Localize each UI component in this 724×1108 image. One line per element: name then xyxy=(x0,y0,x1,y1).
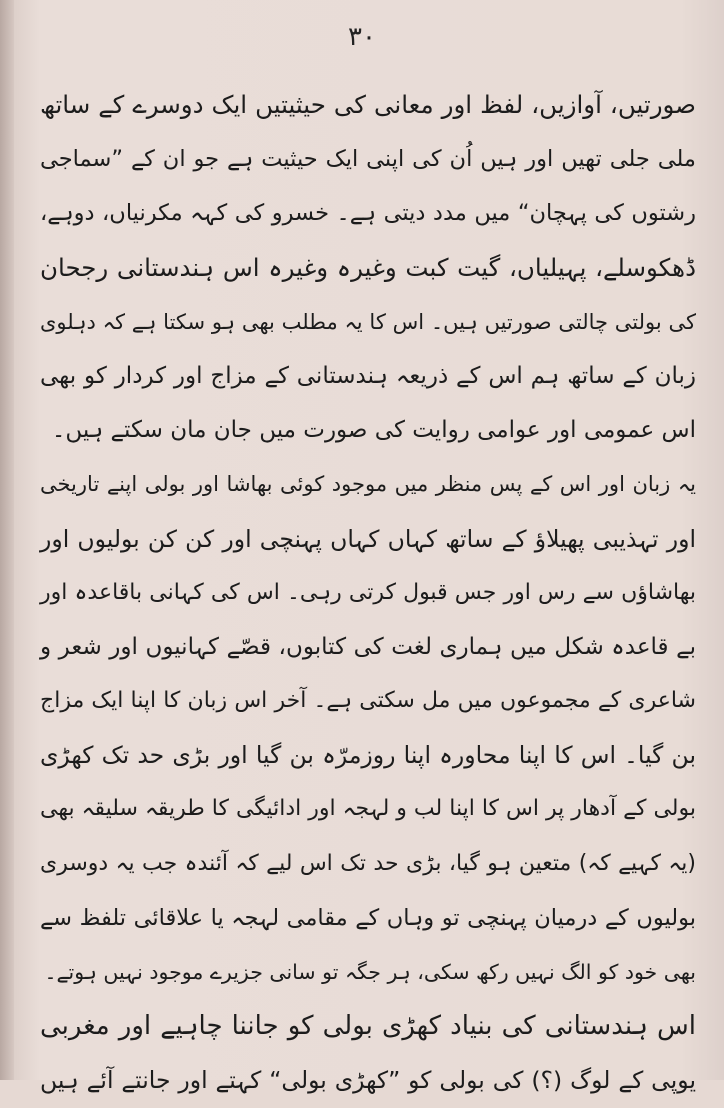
text-line: ڈھکوسلے، پہیلیاں، گیت کبت وغیرہ وغیرہ اس ہندستانی رجحان xyxy=(40,252,696,282)
page-body-text xyxy=(40,78,697,1095)
text-line: بھی خود کو الگ نہیں رکھ سکی، ہر جگہ تو سانی جزیرے موجود نہیں ہوتے۔ xyxy=(44,960,696,984)
text-line: زبان کے ساتھ ہم اس کے ذریعہ ہندستانی کے مزاج اور کردار کو بھی xyxy=(40,362,697,389)
text-line: کی بولتی چالتی صورتیں ہیں۔ اس کا یہ مطلب بھی ہو سکتا ہے کہ دہلوی xyxy=(40,309,696,334)
text-line: اس عمومی اور عوامی روایت کی صورت میں جان مان سکتے ہیں۔ xyxy=(51,417,696,444)
text-line: بھاشاؤں سے رس اور جس قبول کرتی رہی۔ اس کی کہانی باقاعدہ اور xyxy=(40,579,696,605)
text-line: بولیوں کے درمیان پہنچی تو وہاں کے مقامی لہجہ یا علاقائی تلفظ سے xyxy=(40,904,696,931)
text-line: بے قاعدہ شکل میں ہماری لغت کی کتابوں، قصّے کہانیوں اور شعر و xyxy=(40,633,696,660)
text-line: یہ زبان اور اس کے پس منظر میں موجود کوئی بھاشا اور بولی اپنے تاریخی xyxy=(40,472,696,497)
text-line: ملی جلی تھیں اور ہیں اُن کی اپنی ایک حیثیت ہے جو ان کے ”سماجی xyxy=(40,146,696,173)
text-line: بن گیا۔ اس کا اپنا محاورہ اپنا روزمرّہ بن گیا اور بڑی حد تک کھڑی xyxy=(40,741,696,770)
text-line: (یہ کہیے کہ) متعین ہو گیا، بڑی حد تک اس لیے کہ آئندہ جب یہ دوسری xyxy=(40,850,696,876)
text-line: اس ہندستانی کی بنیاد کھڑی بولی کو جاننا چاہیے اور مغربی xyxy=(40,1011,696,1042)
text-line: اور تہذیبی پھیلاؤ کے ساتھ کہاں کہاں پہنچی اور کن کن بولیوں اور xyxy=(40,524,696,553)
page-number: ۳۰ xyxy=(348,22,376,52)
page-spine-shadow xyxy=(0,0,14,1080)
text-line: شاعری کے مجموعوں میں مل سکتی ہے۔ آخر اس زبان کا اپنا ایک مزاج xyxy=(40,688,696,714)
text-line: یوپی کے لوگ (؟) کی بولی کو ”کھڑی بولی“ کہتے اور جانتے آئے ہیں xyxy=(40,1066,696,1095)
text-line: بولی کے آدھار پر اس کا اپنا لب و لہجہ اور ادائیگی کا طریقہ سلیقہ بھی xyxy=(40,796,696,822)
text-line: صورتیں، آوازیں، لفظ اور معانی کی حیثیتیں ایک دوسرے کے ساتھ xyxy=(40,90,696,119)
text-line: رشتوں کی پہچان“ میں مدد دیتی ہے۔ خسرو کی کہہ مکرنیاں، دوہے، xyxy=(40,200,696,227)
